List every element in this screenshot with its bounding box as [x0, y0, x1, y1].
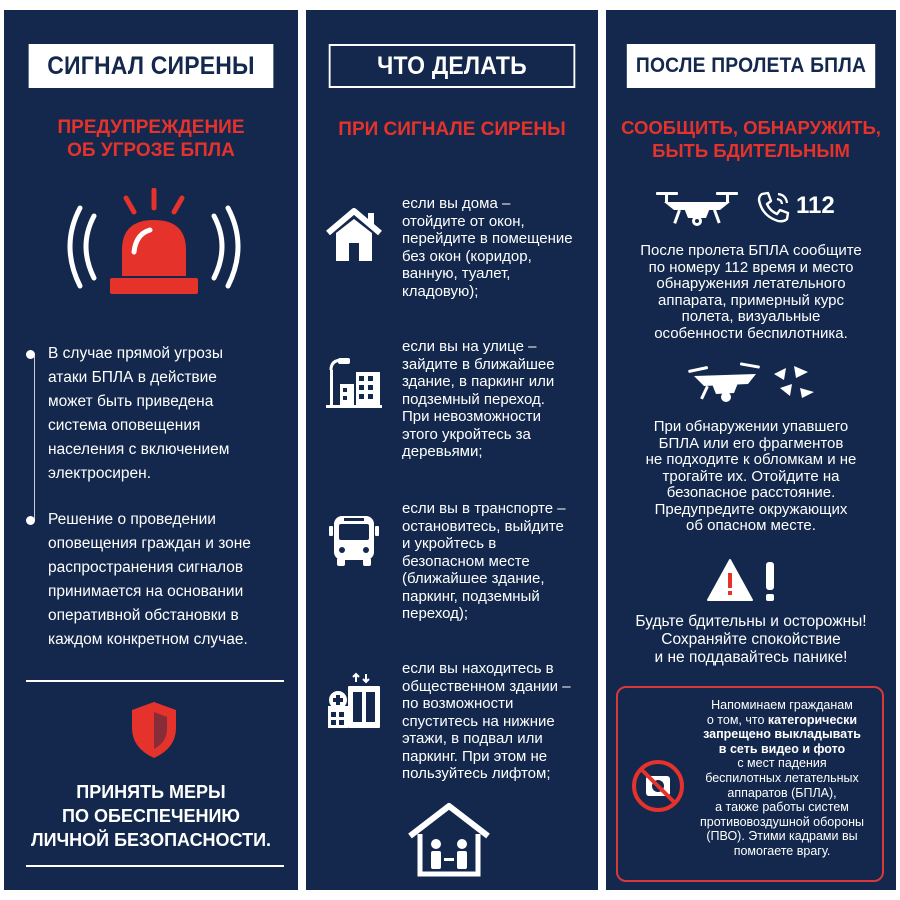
phone-icon: [756, 190, 792, 224]
notice-line: с мест падения: [737, 756, 827, 771]
measures-line: ПО ОБЕСПЕЧЕНИЮ: [62, 806, 240, 826]
siren-warning-subtitle: [4, 116, 298, 162]
list-item: [320, 500, 590, 660]
bullet-line: оповещения граждан и зоне: [48, 535, 251, 552]
item-line: кладовую);: [402, 282, 479, 300]
notice-line: о том, что: [706, 712, 765, 727]
item-line: без окон (коридор,: [402, 247, 532, 265]
item-line: При невозможности: [402, 408, 542, 425]
report-line: по номеру 112 время и место: [648, 258, 854, 276]
item-line: переход);: [402, 605, 469, 622]
crash-line: трогайте их. Отойдите на: [662, 467, 840, 485]
item-line: ванную, туалет,: [402, 265, 511, 282]
bullet-dot: [26, 516, 35, 525]
item-line: и укройтесь в: [402, 535, 497, 552]
bullet-dot: [26, 350, 35, 359]
item-line: если вы в транспорте –: [402, 500, 566, 517]
list-item: [30, 508, 285, 652]
notice-line: а также работы систем: [715, 800, 849, 815]
notice-bold-line: в сеть видео и фото: [718, 741, 846, 756]
item-line: безопасном месте: [402, 552, 530, 570]
after-subtitle-line: СООБЩИТЬ, ОБНАРУЖИТЬ,: [621, 117, 881, 138]
item-line: здание, в паркинг или: [402, 373, 555, 390]
item-line: остановитесь, выйдите: [402, 517, 564, 535]
vigilance-line: Сохраняйте спокойствие: [661, 631, 841, 648]
after-subtitle-line: БЫТЬ БДИТЕЛЬНЫМ: [652, 140, 850, 161]
notice-line: Напоминаем гражданам: [711, 698, 853, 712]
bullet-line: принимается на основании: [48, 583, 244, 600]
bullet-line: атаки БПЛА в действие: [48, 369, 217, 386]
item-line: паркинг, подземный: [402, 587, 540, 605]
emergency-number: 112: [796, 192, 835, 219]
item-line: пользуйтесь лифтом;: [402, 765, 551, 782]
item-line: паркинг. При этом не: [402, 747, 548, 765]
notice-line: аппаратов (БПЛА),: [727, 785, 837, 800]
what-to-do-column: [306, 10, 598, 890]
bullet-line: В случае прямой угрозы: [48, 345, 224, 362]
crash-line: безопасное расстояние.: [666, 484, 836, 501]
shield-icon: [129, 700, 179, 760]
bullet-line: Решение о проведении: [48, 511, 216, 528]
measures-line: ПРИНЯТЬ МЕРЫ: [76, 782, 226, 802]
what-to-do-subtitle: ПРИ СИГНАЛЕ СИРЕНЫ: [338, 119, 566, 140]
bullet-line: распространения сигналов: [48, 559, 244, 576]
crash-line: не подходите к обломкам и не: [645, 451, 857, 468]
after-drone-header: ПОСЛЕ ПРОЛЕТА БПЛА: [627, 44, 875, 88]
report-line: полета, визуальные: [681, 308, 821, 325]
item-line: если вы дома –: [402, 195, 511, 212]
notice-line: противовоздушной обороны: [699, 814, 865, 829]
report-line: особенности беспилотника.: [654, 324, 848, 342]
item-line: подземный переход.: [402, 390, 545, 408]
notice-line: (ПВО). Этими кадрами вы: [706, 829, 858, 844]
siren-subtitle-line: ОБ УГРОЗЕ БПЛА: [67, 140, 235, 161]
siren-info-list: [30, 342, 285, 674]
item-line: перейдите в помещение: [402, 230, 573, 247]
after-drone-column: [606, 10, 896, 890]
notice-line: беспилотных летательных: [705, 770, 859, 785]
no-camera-icon: [630, 758, 686, 814]
vigilance-line: и не поддавайтесь панике!: [654, 649, 848, 666]
item-line: по возможности: [402, 695, 514, 712]
notice-line: помогаете врагу.: [733, 843, 831, 858]
warning-icon: [706, 558, 786, 604]
divider: [26, 680, 284, 682]
notice-bold-line: запрещено выкладывать: [703, 727, 861, 742]
item-line: зайдите в ближайшее: [402, 355, 555, 373]
siren-subtitle-line: ПРЕДУПРЕЖДЕНИЕ: [57, 117, 245, 138]
bullet-line: оперативной обстановки в: [48, 607, 239, 624]
report-line: После пролета БПЛА сообщите: [640, 242, 862, 259]
crash-line: Предупредите окружающих: [654, 500, 848, 518]
vigilance-text: [616, 613, 886, 667]
after-drone-subtitle: [606, 116, 896, 162]
crashed-drone-icon: [684, 362, 820, 406]
bus-icon: [324, 510, 384, 570]
report-text: [616, 243, 886, 342]
what-to-do-header: ЧТО ДЕЛАТЬ: [329, 44, 576, 88]
siren-icon: [64, 188, 244, 308]
siren-signal-header: СИГНАЛ СИРЕНЫ: [29, 44, 274, 88]
item-line: если вы находитесь в: [402, 660, 554, 677]
bullet-line: каждом конкретном случае.: [48, 631, 248, 648]
notice-bold-line: категорически: [767, 712, 858, 727]
item-line: общественном здании –: [402, 677, 571, 695]
list-item: [320, 660, 590, 820]
bullet-line: электросирен.: [48, 465, 152, 482]
no-photo-notice: [616, 686, 884, 882]
list-item: [30, 342, 285, 486]
report-line: обнаружения летательного: [656, 275, 846, 292]
bullet-line: система оповещения: [48, 417, 201, 434]
crash-line: об опасном месте.: [686, 517, 816, 534]
report-line: аппарата, примерный курс: [657, 291, 845, 309]
divider: [26, 865, 284, 867]
list-item: [320, 195, 590, 355]
vigilance-line: Будьте бдительны и осторожны!: [635, 613, 867, 630]
crash-text: [616, 419, 886, 535]
crash-line: БПЛА или его фрагментов: [658, 434, 844, 452]
item-line: отойдите от окон,: [402, 212, 525, 230]
house-icon: [324, 205, 384, 265]
item-line: (ближайшее здание,: [402, 570, 545, 587]
item-line: этого укройтесь за: [402, 425, 531, 443]
measures-line: ЛИЧНОЙ БЕЗОПАСНОСТИ.: [30, 830, 272, 850]
item-line: этажи, в подвал или: [402, 730, 543, 747]
crash-line: При обнаружении упавшего: [653, 418, 849, 435]
bullet-line: населения с включением: [48, 441, 230, 458]
siren-signal-column: [4, 10, 298, 890]
street-icon: [324, 348, 384, 408]
item-line: деревьями;: [402, 443, 483, 460]
personal-safety-title: [4, 780, 298, 852]
bullet-line: может быть приведена: [48, 393, 214, 410]
shelter-house-icon: [406, 802, 492, 878]
item-line: если вы на улице –: [402, 338, 537, 355]
public-building-icon: [324, 670, 384, 730]
drone-icon: [654, 188, 740, 230]
list-item: [320, 338, 590, 498]
item-line: спуститесь на нижние: [402, 712, 555, 730]
